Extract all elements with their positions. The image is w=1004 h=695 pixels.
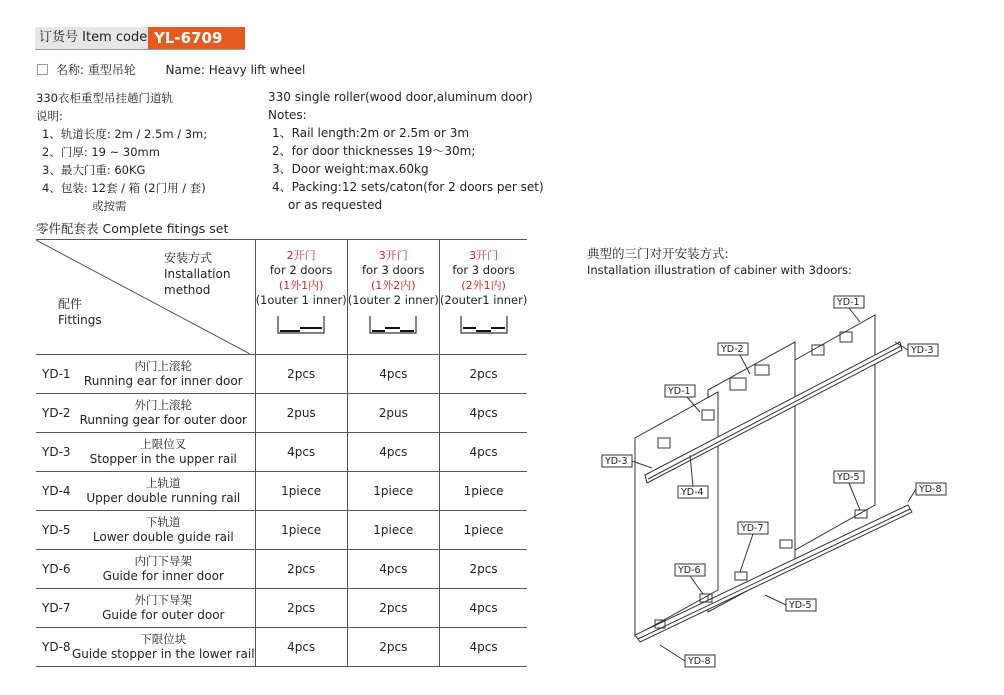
row-fitting-cell xyxy=(36,550,255,589)
notes-en xyxy=(268,88,544,214)
fitting-code: YD-4 xyxy=(42,484,71,498)
fittings-en: Fittings xyxy=(58,313,102,327)
label-yd3: YD-3 xyxy=(911,345,934,356)
diagram-title xyxy=(587,246,852,278)
table-row xyxy=(36,628,527,667)
col-red2: (1外2内) xyxy=(370,279,416,292)
fittings-table xyxy=(36,239,527,667)
leader-line xyxy=(849,308,860,322)
product-name-cn: 名称: 重型吊轮 xyxy=(56,63,136,77)
fitting-en: Upper double running rail xyxy=(86,491,241,505)
notes-en-line: or as requested xyxy=(288,198,383,212)
notes-cn-line: 330衣柜重型吊挂趟门道轨 xyxy=(36,91,173,105)
notes-cn-line: 4、包装: 12套 / 箱 (2门用 / 套) xyxy=(42,181,206,195)
qty-cell: 4pcs xyxy=(347,550,439,589)
install-method-label xyxy=(164,250,230,298)
header-corner-cell xyxy=(36,240,255,355)
row-fitting-cell xyxy=(36,355,255,394)
label-yd6: YD-6 xyxy=(678,565,701,576)
notes-en-line: 4、Packing:12 sets/caton(for 2 doors per set) xyxy=(272,180,544,194)
label-yd1: YD-1 xyxy=(668,386,691,397)
install-cn: 安装方式 xyxy=(164,251,213,265)
qty-cell: 2pus xyxy=(347,394,439,433)
col-en: for 2 doors xyxy=(269,263,333,277)
fitting-cn: 内门下导架 xyxy=(134,554,193,568)
diagram-title-cn: 典型的三门对开安装方式: xyxy=(587,246,729,261)
fitting-code: YD-6 xyxy=(42,562,71,576)
qty-cell: 1piece xyxy=(347,472,439,511)
table-header-row xyxy=(36,240,527,355)
label-yd7: YD-7 xyxy=(741,523,764,534)
qty-cell: 4pcs xyxy=(439,628,527,667)
fitting-cn: 上限位叉 xyxy=(140,437,187,451)
qty-cell: 2pcs xyxy=(255,589,347,628)
col-red2: (1外1内) xyxy=(278,279,324,292)
qty-cell: 4pcs xyxy=(439,433,527,472)
diagram-title-en: Installation illustration of cabiner with 3doors: xyxy=(587,263,852,277)
install-en1: Installation xyxy=(164,267,231,281)
notes-en-line: 1、Rail length:2m or 2.5m or 3m xyxy=(272,126,470,140)
row-fitting-cell xyxy=(36,628,255,667)
qty-cell: 2pcs xyxy=(255,355,347,394)
qty-cell: 2pus xyxy=(255,394,347,433)
label-yd3: YD-3 xyxy=(605,456,628,467)
qty-cell: 2pcs xyxy=(439,355,527,394)
product-name-line xyxy=(56,61,305,78)
qty-cell: 4pcs xyxy=(255,628,347,667)
col-red1: 3开门 xyxy=(378,249,408,262)
door-layout-icon xyxy=(276,314,326,336)
label-yd8: YD-8 xyxy=(688,656,711,667)
door-layout-icon xyxy=(459,314,509,336)
fitting-en: Running gear for outer door xyxy=(79,413,247,427)
notes-en-line: 330 single roller(wood door,aluminum door) xyxy=(268,90,533,104)
notes-en-line: 2、for door thicknesses 19～30m; xyxy=(272,144,476,158)
fitting-cn: 内门上滚轮 xyxy=(134,359,193,373)
leader-line xyxy=(908,489,916,502)
fitting-en: Guide for outer door xyxy=(102,608,225,622)
header-col-2doors xyxy=(255,240,347,355)
fitting-en: Guide stopper in the lower rail xyxy=(72,647,255,661)
qty-cell: 2pcs xyxy=(347,589,439,628)
row-fitting-cell xyxy=(36,589,255,628)
table-row xyxy=(36,433,527,472)
qty-cell: 2pcs xyxy=(439,550,527,589)
table-row xyxy=(36,589,527,628)
qty-cell: 1piece xyxy=(255,472,347,511)
row-fitting-cell xyxy=(36,472,255,511)
table-row xyxy=(36,394,527,433)
checkbox-icon xyxy=(37,64,48,75)
label-yd1: YD-1 xyxy=(837,297,860,308)
header-underline xyxy=(35,49,245,50)
fitting-code: YD-7 xyxy=(42,601,71,615)
fitting-code: YD-2 xyxy=(42,406,71,420)
col-en: for 3 doors xyxy=(452,263,515,277)
col-sub: (2outer1 inner) xyxy=(439,293,528,307)
label-yd8: YD-8 xyxy=(919,484,942,495)
fitting-cn: 下限位块 xyxy=(140,632,187,646)
fitting-code: YD-5 xyxy=(42,523,71,537)
leader-line xyxy=(765,595,786,605)
qty-cell: 4pcs xyxy=(439,589,527,628)
fittings-cn: 配件 xyxy=(58,297,83,311)
item-code-badge: YL-6709 xyxy=(148,27,245,49)
fitting-cn: 下轨道 xyxy=(146,515,181,529)
fitting-en: Stopper in the upper rail xyxy=(89,452,237,466)
fittings-label xyxy=(58,296,102,328)
qty-cell: 1piece xyxy=(347,511,439,550)
fitting-cn: 外门下导架 xyxy=(134,593,193,607)
notes-cn xyxy=(36,89,207,215)
col-sub: (1outer 1 inner) xyxy=(255,293,347,307)
door-panel xyxy=(635,392,718,636)
table-row xyxy=(36,472,527,511)
fitting-cn: 上轨道 xyxy=(146,476,181,490)
label-yd5: YD-5 xyxy=(789,600,812,611)
notes-en-line: 3、Door weight:max.60kg xyxy=(272,162,429,176)
col-sub: (1outer 2 inner) xyxy=(347,293,439,307)
col-red1: 3开门 xyxy=(469,249,499,262)
table-row xyxy=(36,355,527,394)
door-panel xyxy=(795,315,875,550)
qty-cell: 1piece xyxy=(439,511,527,550)
col-red2: (2外1内) xyxy=(461,279,506,292)
row-fitting-cell xyxy=(36,511,255,550)
qty-cell: 1piece xyxy=(255,511,347,550)
product-name-en: Name: Heavy lift wheel xyxy=(165,63,306,77)
notes-cn-line: 2、门厚: 19 ~ 30mm xyxy=(42,145,160,159)
fitting-en: Guide for inner door xyxy=(102,569,224,583)
installation-illustration xyxy=(590,290,960,675)
header-col-3doors-b xyxy=(439,240,527,355)
notes-cn-line: 1、轨道长度: 2m / 2.5m / 3m; xyxy=(42,127,208,141)
fitting-en: Running ear for inner door xyxy=(83,374,243,388)
door-layout-icon xyxy=(368,314,418,336)
col-en: for 3 doors xyxy=(362,263,425,277)
label-yd4: YD-4 xyxy=(681,487,704,498)
notes-en-line: Notes: xyxy=(268,108,307,122)
fitting-en: Lower double guide rail xyxy=(92,530,234,544)
fitting-code: YD-3 xyxy=(42,445,71,459)
row-fitting-cell xyxy=(36,433,255,472)
label-yd2: YD-2 xyxy=(721,344,744,355)
label-yd5: YD-5 xyxy=(837,472,860,483)
fittings-title: 零件配套表 Complete fitings set xyxy=(36,221,229,236)
table-row xyxy=(36,511,527,550)
leader-line xyxy=(660,645,685,661)
col-red1: 2开门 xyxy=(286,249,316,262)
row-fitting-cell xyxy=(36,394,255,433)
fitting-code: YD-1 xyxy=(42,367,71,381)
qty-cell: 4pcs xyxy=(347,433,439,472)
install-en2: method xyxy=(164,283,211,297)
table-row xyxy=(36,550,527,589)
notes-cn-line: 或按需 xyxy=(92,199,127,213)
qty-cell: 1piece xyxy=(439,472,527,511)
qty-cell: 2pcs xyxy=(347,628,439,667)
item-code-label: 订货号 Item code xyxy=(35,27,148,49)
qty-cell: 4pcs xyxy=(347,355,439,394)
qty-cell: 2pcs xyxy=(255,550,347,589)
fitting-cn: 外门上滚轮 xyxy=(134,398,193,412)
notes-cn-line: 3、最大门重: 60KG xyxy=(42,163,146,177)
fitting-code: YD-8 xyxy=(42,640,71,654)
notes-cn-line: 说明: xyxy=(36,109,63,123)
qty-cell: 4pcs xyxy=(439,394,527,433)
qty-cell: 4pcs xyxy=(255,433,347,472)
header-col-3doors-a xyxy=(347,240,439,355)
